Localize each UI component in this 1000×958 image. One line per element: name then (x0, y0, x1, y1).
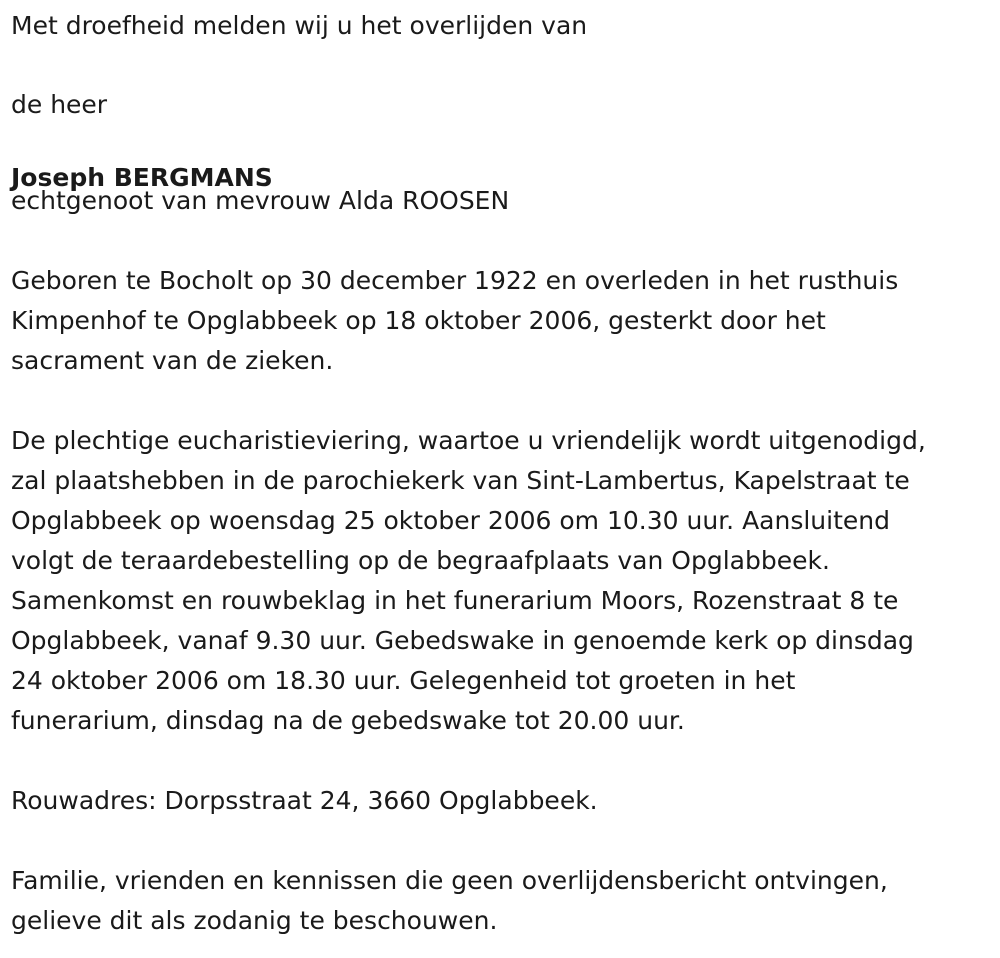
deceased-name: Joseph BERGMANS (11, 163, 273, 192)
paragraph-line: sacrament van de zieken. (11, 346, 334, 375)
paragraph-line: Familie, vrienden en kennissen die geen overlijdensbericht ontvingen, (11, 866, 888, 895)
paragraph-line: Geboren te Bocholt op 30 december 1922 en overleden in het rusthuis (11, 266, 899, 295)
paragraph-line: Opglabbeek, vanaf 9.30 uur. Gebedswake in genoemde kerk op dinsdag (11, 626, 914, 655)
paragraph-line: 24 oktober 2006 om 18.30 uur. Gelegenheid tot groeten in het (11, 666, 796, 695)
paragraph-line: gelieve dit als zodanig te beschouwen. (11, 906, 498, 935)
paragraph-line: volgt de teraardebestelling op de begraafplaats van Opglabbeek. (11, 546, 830, 575)
paragraph-line: Samenkomst en rouwbeklag in het funerarium Moors, Rozenstraat 8 te (11, 586, 899, 615)
mourning-address: Rouwadres: Dorpsstraat 24, 3660 Opglabbeek. (11, 786, 598, 815)
paragraph-line: funerarium, dinsdag na de gebedswake tot 20.00 uur. (11, 706, 685, 735)
paragraph-line: zal plaatshebben in de parochiekerk van Sint-Lambertus, Kapelstraat te (11, 466, 910, 495)
closing-paragraph (11, 861, 888, 941)
ceremony-paragraph (11, 421, 926, 741)
birth-death-paragraph (11, 261, 898, 381)
spouse-line: echtgenoot van mevrouw Alda ROOSEN (11, 186, 510, 215)
address-paragraph (11, 781, 598, 821)
paragraph-line: Kimpenhof te Opglabbeek op 18 oktober 2006, gesterkt door het (11, 306, 826, 335)
paragraph-line: De plechtige eucharistieviering, waartoe u vriendelijk wordt uitgenodigd, (11, 426, 926, 455)
honorific: de heer (11, 90, 108, 119)
intro-text: Met droefheid melden wij u het overlijden van (11, 11, 588, 40)
paragraph-line: Opglabbeek op woensdag 25 oktober 2006 om 10.30 uur. Aansluitend (11, 506, 890, 535)
